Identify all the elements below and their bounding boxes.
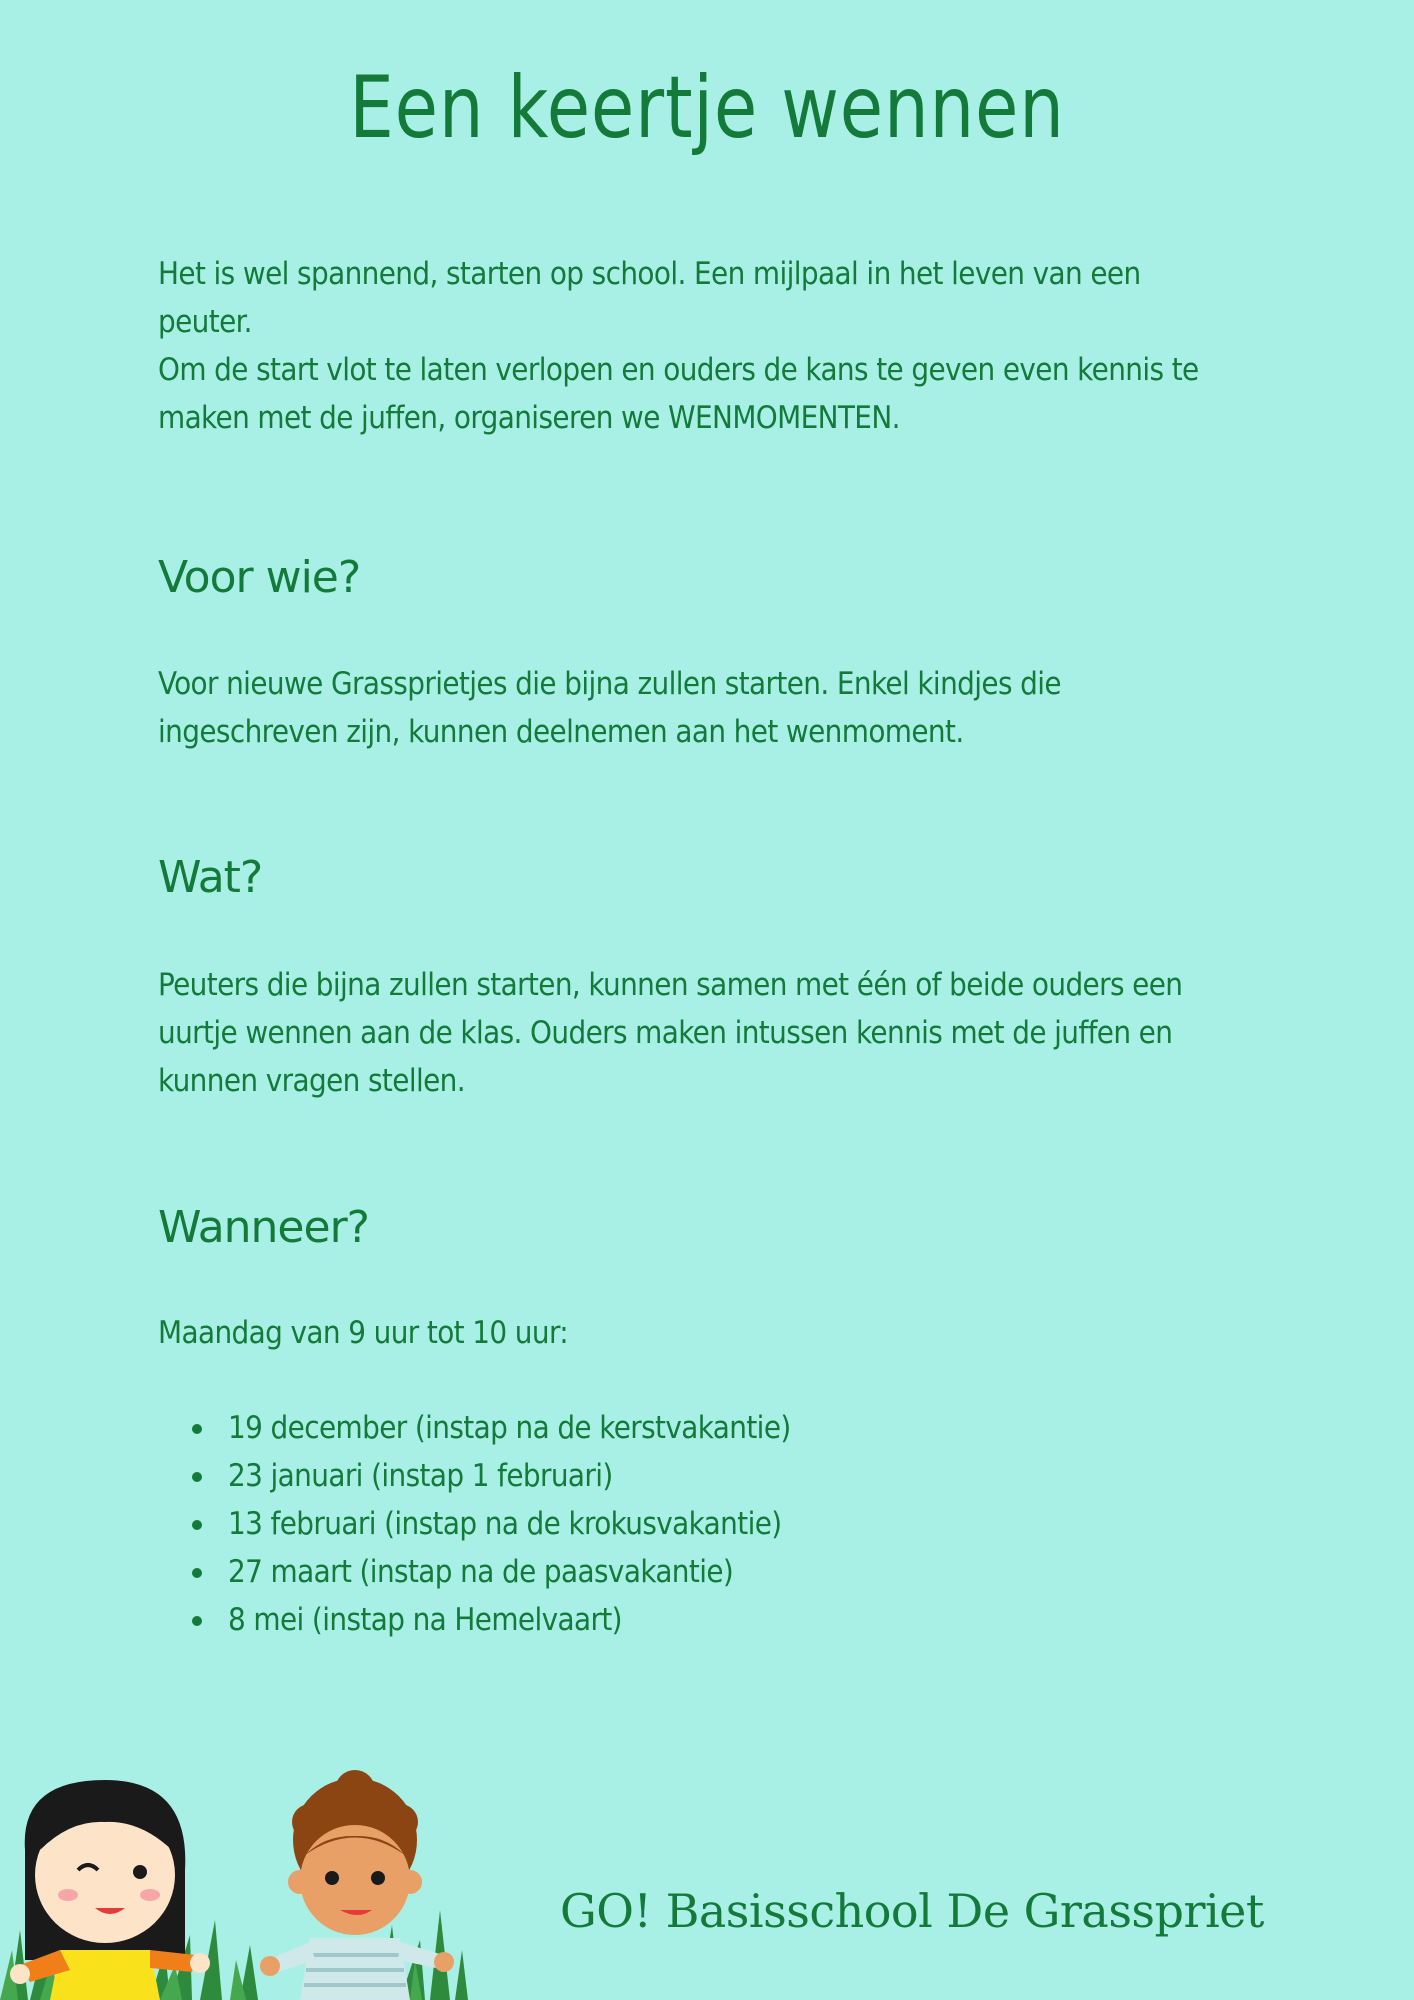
boy-icon	[260, 1770, 454, 2000]
girl-icon	[10, 1780, 210, 2000]
date-item: 13 februari (instap na de krokusvakantie)	[228, 1500, 791, 1548]
heading-when: Wanneer?	[158, 1202, 370, 1253]
heading-who: Voor wie?	[158, 552, 361, 603]
date-item: 8 mei (instap na Hemelvaart)	[228, 1596, 791, 1644]
text-who: Voor nieuwe Grassprietjes die bijna zullen starten. Enkel kindjes die ingeschreven zijn, kunnen deelnemen aan het wenmoment.	[158, 666, 1061, 750]
intro-line-2: Om de start vlot te laten verlopen en ouders de kans te geven even kennis te maken met de juffen, organiseren we WENMOMENTEN.	[158, 352, 1199, 436]
intro	[158, 250, 1268, 442]
date-item: 23 januari (instap 1 februari)	[228, 1452, 791, 1500]
school-name: GO! Basisschool De Grasspriet	[560, 1884, 1264, 1938]
text-when: Maandag van 9 uur tot 10 uur:	[158, 1315, 569, 1351]
dates-list	[158, 1404, 791, 1644]
text-what: Peuters die bijna zullen starten, kunnen samen met één of beide ouders een uurtje wennen aan de klas. Ouders maken intussen kennis met de juffen en kunnen vragen stellen.	[158, 967, 1183, 1099]
date-item: 19 december (instap na de kerstvakantie)	[228, 1404, 791, 1452]
children-illustration	[0, 1760, 470, 2000]
intro-line-1: Het is wel spannend, starten op school. Een mijlpaal in het leven van een peuter.	[158, 256, 1141, 340]
page-title: Een keertje wennen	[349, 58, 1065, 158]
heading-what: Wat?	[158, 852, 263, 903]
date-item: 27 maart (instap na de paasvakantie)	[228, 1548, 791, 1596]
